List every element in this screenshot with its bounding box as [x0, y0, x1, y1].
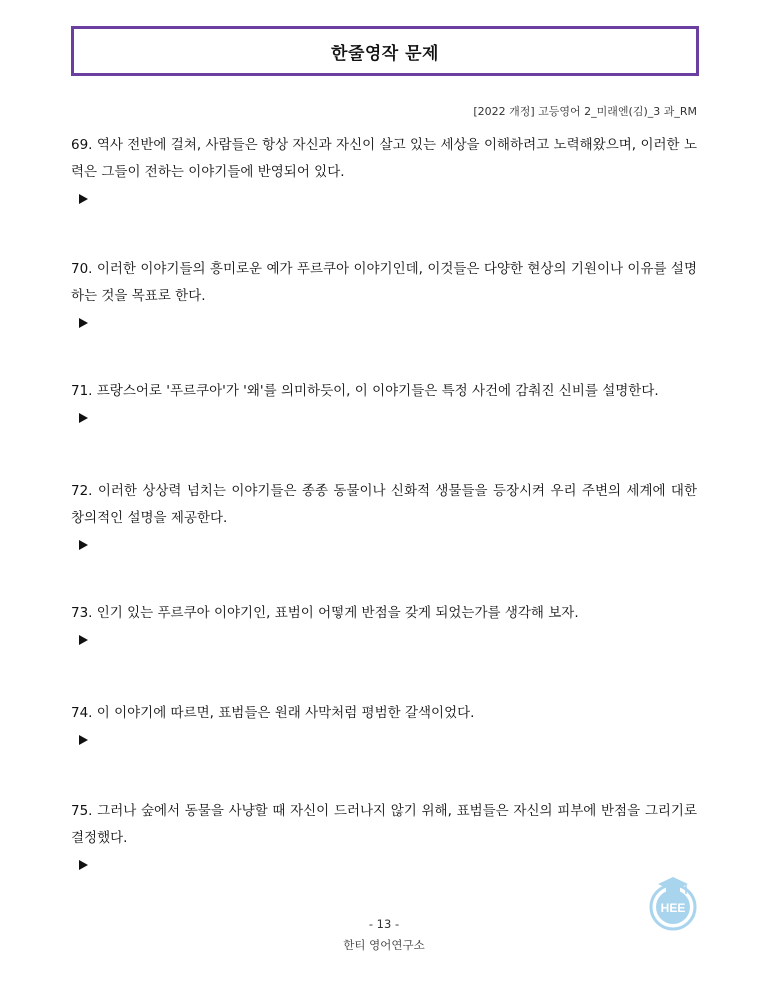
answer-line[interactable] — [71, 407, 697, 429]
page-number: - 13 - — [368, 917, 400, 931]
play-icon — [79, 318, 88, 328]
question-text: 73. 인기 있는 푸르쿠아 이야기인, 표범이 어떻게 반점을 갖게 되었는가를 생각해 보자. — [71, 605, 579, 621]
answer-line[interactable] — [71, 629, 697, 651]
answer-line[interactable] — [71, 534, 697, 556]
question-74 — [71, 700, 697, 751]
answer-line[interactable] — [71, 854, 697, 876]
footer-org: 한티 영어연구소 — [343, 938, 425, 952]
answer-line[interactable] — [71, 188, 697, 210]
play-icon — [79, 194, 88, 204]
play-icon — [79, 860, 88, 870]
question-72 — [71, 478, 697, 556]
question-70 — [71, 256, 697, 334]
question-69 — [71, 132, 697, 210]
play-icon — [79, 413, 88, 423]
page-title: 한줄영작 문제 — [331, 43, 439, 64]
play-icon — [79, 635, 88, 645]
answer-line[interactable] — [71, 729, 697, 751]
question-73 — [71, 600, 697, 651]
question-71 — [71, 378, 697, 429]
answer-line[interactable] — [71, 312, 697, 334]
graduation-cap-icon — [658, 877, 688, 894]
play-icon — [79, 735, 88, 745]
question-text: 70. 이러한 이야기들의 흥미로운 예가 푸르쿠아 이야기인데, 이것들은 다양한 현상의 기원이나 이유를 설명하는 것을 목표로 한다. — [71, 261, 697, 304]
source-label: [2022 개정] 고등영어 2_미래엔(김)_3 과_RM — [473, 105, 697, 118]
logo-text: HEE — [660, 901, 686, 915]
question-text: 71. 프랑스어로 '푸르쿠아'가 '왜'를 의미하듯이, 이 이야기들은 특정 사건에 감춰진 신비를 설명한다. — [71, 383, 659, 399]
question-text: 69. 역사 전반에 걸쳐, 사람들은 항상 자신과 자신이 살고 있는 세상을 이해하려고 노력해왔으며, 이러한 노력은 그들이 전하는 이야기들에 반영되어 있다. — [71, 137, 697, 180]
question-text: 72. 이러한 상상력 넘치는 이야기들은 종종 동물이나 신화적 생물들을 등장시켜 우리 주변의 세계에 대한 창의적인 설명을 제공한다. — [71, 483, 697, 526]
title-box — [71, 26, 699, 76]
question-text: 75. 그러나 숲에서 동물을 사냥할 때 자신이 드러나지 않기 위해, 표범들은 자신의 피부에 반점을 그리기로 결정했다. — [71, 803, 697, 846]
question-75 — [71, 798, 697, 876]
play-icon — [79, 540, 88, 550]
question-text: 74. 이 이야기에 따르면, 표범들은 원래 사막처럼 평범한 갈색이었다. — [71, 705, 475, 721]
